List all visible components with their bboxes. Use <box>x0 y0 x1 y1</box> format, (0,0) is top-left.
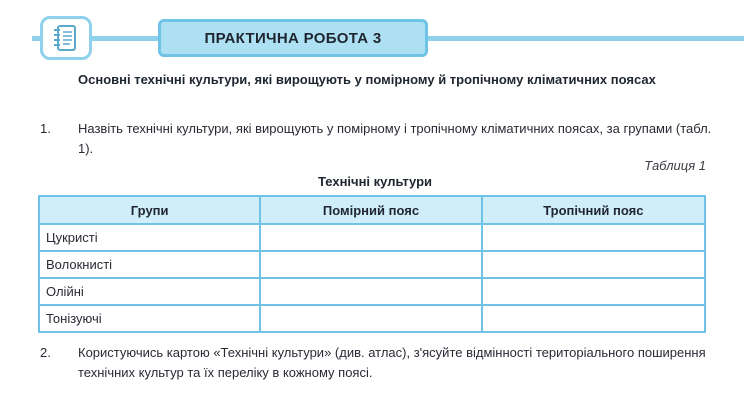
section-subtitle: Основні технічні культури, які вирощують у помірному й тропічному кліматичних поясах <box>78 72 656 87</box>
table-caption: Таблиця 1 <box>644 158 706 173</box>
task-text: Користуючись картою «Технічні культури» (див. атлас), з'ясуйте відмінності територіального поширення технічних культур та їх переліку в кожному поясі. <box>78 345 706 380</box>
column-header: Тропічний пояс <box>482 196 705 224</box>
table-title: Технічні культури <box>317 174 433 189</box>
table-cell <box>260 224 481 251</box>
crops-table <box>38 195 706 333</box>
table-cell: Цукристі <box>39 224 260 251</box>
column-header: Помірний пояс <box>260 196 481 224</box>
table-header-row <box>39 196 705 224</box>
table-cell: Олійні <box>39 278 260 305</box>
table-row <box>39 305 705 332</box>
table-cell <box>260 278 481 305</box>
task-number: 2. <box>40 345 51 360</box>
table-cell: Тонізуючі <box>39 305 260 332</box>
task-text: Назвіть технічні культури, які вирощують у помірному і тропічному кліматичних поясах, за групами (табл. 1). <box>78 121 712 156</box>
table-row <box>39 224 705 251</box>
table-cell: Волокнисті <box>39 251 260 278</box>
table-row <box>39 278 705 305</box>
table-cell <box>482 278 705 305</box>
table-cell <box>482 224 705 251</box>
table-row <box>39 251 705 278</box>
table-cell <box>260 305 481 332</box>
task-number: 1. <box>40 121 51 136</box>
table-cell <box>482 305 705 332</box>
column-header: Групи <box>39 196 260 224</box>
table-cell <box>260 251 481 278</box>
notebook-icon <box>40 16 92 60</box>
page-title: ПРАКТИЧНА РОБОТА 3 <box>158 19 428 57</box>
table-cell <box>482 251 705 278</box>
